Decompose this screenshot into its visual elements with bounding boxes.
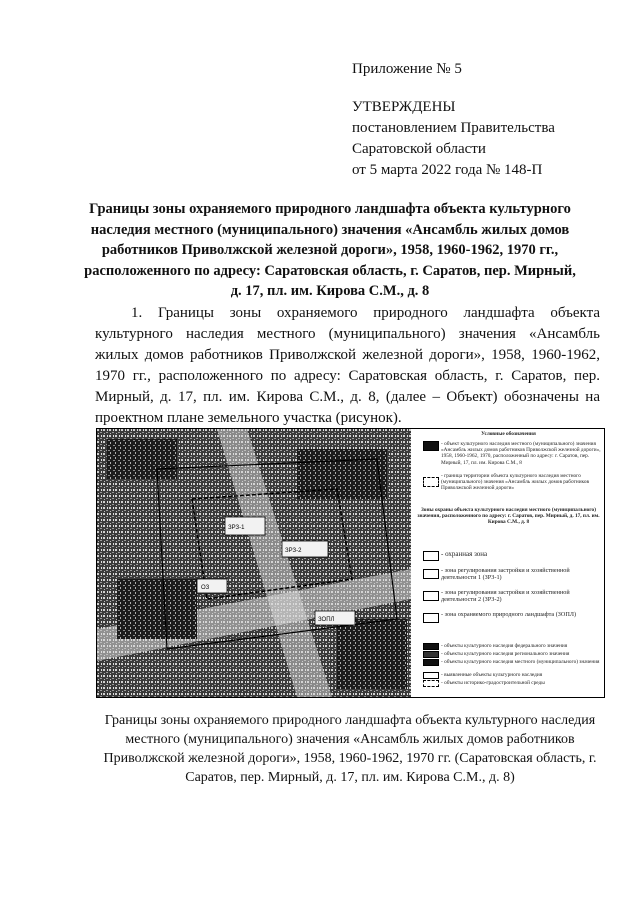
map-label-oz: ОЗ (201, 585, 210, 591)
legend-title: Условные обозначения (481, 431, 536, 437)
zrz2-swatch-icon (423, 591, 439, 601)
black-swatch-icon (423, 441, 439, 451)
legend-object-text: - объект культурного наследия местного (муниципального) значения «Ансамбль жилых домов работников Приволжской железной дороги», 1958, 1960-1962, 1970, расположенный по адресу: г. Саратов, пер. Мирный, 17, пл. им. Кирова С.М., 8 (441, 441, 601, 466)
approved-line-2: Саратовской области (352, 141, 486, 157)
appendix-label: Приложение № 5 (352, 61, 462, 77)
historic-swatch-icon (423, 680, 439, 687)
legend-zones-heading: Зоны охраны объекта культурного наследия местного (муниципального) значения, расположенного по адресу: г. Саратов, пер. Мирный, д. 17, пл. им. Кирова С.М., д. 8 (417, 507, 600, 526)
zopl-swatch-icon (423, 613, 439, 623)
legend-bottom-1-text: - объекты культурного наследия федерального значения (441, 643, 568, 649)
identified-swatch-icon (423, 672, 439, 679)
paragraph-1: 1. Границы зоны охраняемого природного ландшафта объекта культурного наследия местного (муниципального) значения «Ансамбль жилых домов работников Приволжской железной дороги», 1958, 1960-1962, 1970 гг., расположенного по адресу: Саратовская область, г. Саратов, пер. Мирный, д. 17, пл. им. Кирова С.М., д. 8, (далее – Объект) обозначены на проектном плане земельного участка (рисунок). (95, 305, 600, 426)
federal-swatch-icon (423, 643, 439, 650)
legend-bottom-5-text: - объекты историко-градостроительной среды (441, 680, 545, 686)
legend-territory-text: - граница территории объекта культурного наследия местного (муниципального) значения «Ансамбль жилых домов работников Приволжской железной дороги» (441, 473, 589, 492)
regional-swatch-icon (423, 651, 439, 658)
legend-zone-oz-text: - охранная зона (441, 550, 488, 558)
oz-swatch-icon (423, 551, 439, 561)
approved-line-1: постановлением Правительства (352, 120, 555, 136)
zrz1-swatch-icon (423, 569, 439, 579)
document-title: Границы зоны охраняемого природного ландшафта объекта культурного наследия местного (муниципального) значения «Ансамбль жилых домов работников Приволжской железной дороги», 1958, 1960-1962, 1970 гг., расположенного по адресу: Саратовская область, г. Саратов, пер. Мирный, д. 17, пл. им. Кирова С.М., д. 8 (84, 201, 576, 299)
legend-bottom-2-text: - объекты культурного наследия регионального значения (441, 651, 570, 657)
legend-zone-zrz1-text: - зона регулирования застройки и хозяйственной деятельности 1 (ЗРЗ-1) (441, 567, 570, 581)
site-plan-figure (96, 428, 605, 698)
aerial-photo (97, 429, 411, 697)
figure-caption: Границы зоны охраняемого природного ландшафта объекта культурного наследия местного (муниципального) значения «Ансамбль жилых домов работников Приволжской железной дороги», 1958, 1960-1962, 1970 гг. (Саратовская область, г. Саратов, пер. Мирный, д. 17, пл. им. Кирова С.М., д. 8) (103, 713, 597, 785)
legend-bottom-4-text: - выявленные объекты культурного наследия (441, 672, 543, 678)
municipal-swatch-icon (423, 659, 439, 666)
legend-zone-zopl-text: - зона охраняемого природного ландшафта (ЗОПЛ) (441, 611, 577, 618)
approval-block (352, 97, 555, 181)
dashed-swatch-icon (423, 477, 439, 487)
map-label-zrz2: ЗРЗ-2 (285, 548, 302, 554)
map-label-zopl: ЗОПЛ (318, 617, 335, 623)
legend-zone-zrz2-text: - зона регулирования застройки и хозяйственной деятельности 2 (ЗРЗ-2) (441, 589, 570, 603)
legend-bottom-3-text: - объекты культурного наследия местного (муниципального) значения (441, 659, 600, 665)
map-label-zrz1: ЗРЗ-1 (228, 525, 245, 531)
map-legend (413, 429, 604, 697)
approved-title: УТВЕРЖДЕНЫ (352, 99, 456, 115)
approved-line-3: от 5 марта 2022 года № 148-П (352, 162, 543, 178)
